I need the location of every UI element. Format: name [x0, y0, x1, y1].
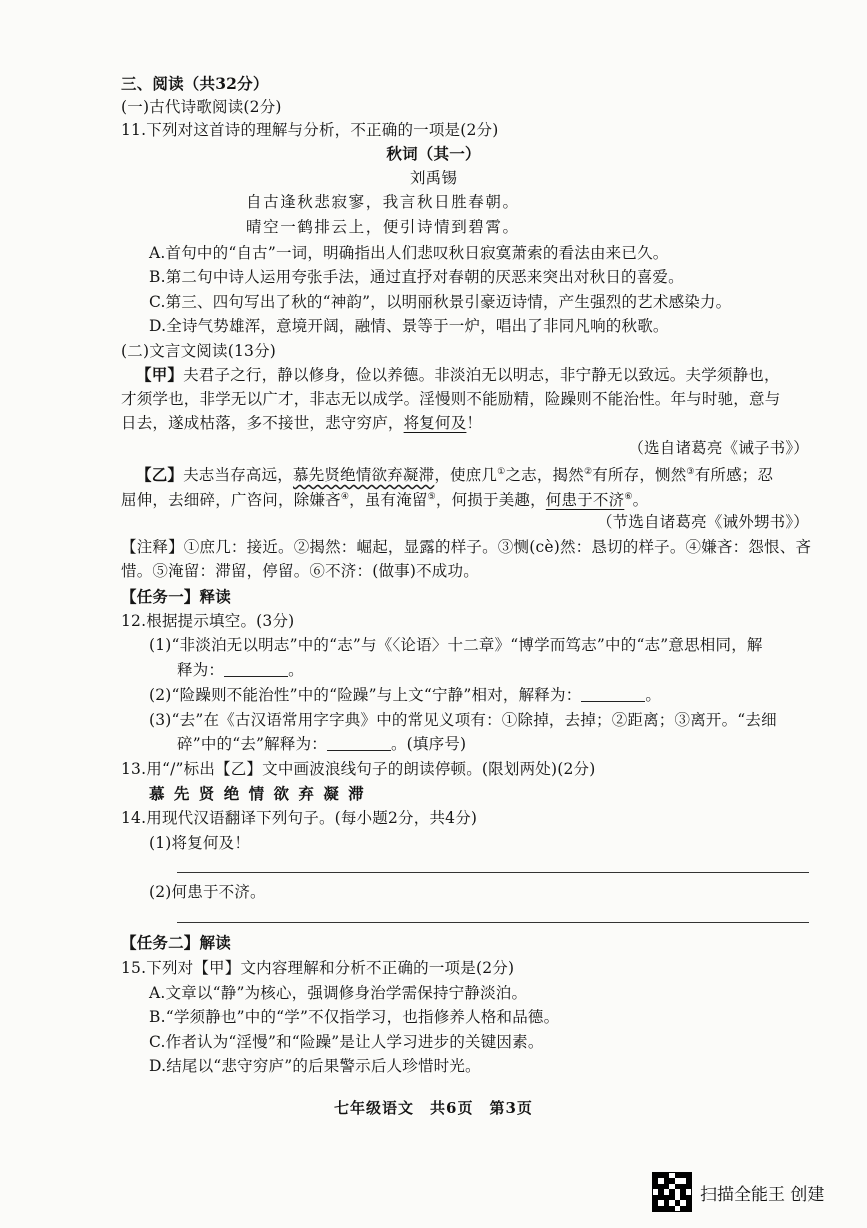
- note-ref-4: ④: [340, 492, 350, 502]
- poem-author: 刘禹锡: [409, 169, 458, 187]
- q12-2-prefix: (2)“险躁则不能治性”中的“险躁”与上文“宁静”相对，解释为：: [149, 686, 582, 704]
- yi-line-2: [121, 486, 648, 511]
- q12-1-answer-blank[interactable]: [224, 662, 288, 677]
- section-title: 三、阅读（共32分）: [121, 74, 269, 93]
- yi-text-2c: ，何损于美趣，: [435, 491, 546, 509]
- note-ref-1: ①: [497, 467, 506, 477]
- yi-text-2b: ，虽有淹留: [349, 491, 428, 509]
- q12-stem: 12.根据提示填空。(3分): [121, 612, 295, 630]
- q12-1-prefix: 释为：: [177, 661, 225, 679]
- q12-3-line-2: [177, 733, 466, 755]
- q11-option-a: A.首句中的“自古”一词，明确指出人们悲叹秋日寂寞萧索的看法由来已久。: [149, 244, 669, 262]
- jia-text-3: 日去，遂成枯落，多不接世，悲守穷庐，: [121, 414, 404, 432]
- q12-3-answer-blank[interactable]: [327, 736, 391, 751]
- yi-source: （节选自诸葛亮《诫外甥书》）: [596, 513, 809, 531]
- note-ref-5: ⑤: [427, 492, 436, 502]
- q12-2-answer-blank[interactable]: [581, 687, 645, 702]
- yi-line-1: [136, 461, 773, 486]
- yi-text-1c: 之志，揭然: [505, 466, 584, 484]
- task2-title: 【任务二】解读: [121, 933, 231, 952]
- q15-option-c: C.作者认为“淫慢”和“险躁”是让人学习进步的关键因素。: [149, 1033, 544, 1051]
- q14-stem: 14.用现代汉语翻译下列句子。(每小题2分，共4分): [121, 809, 478, 827]
- q15-option-d: D.结尾以“悲守穷庐”的后果警示后人珍惜时光。: [149, 1057, 481, 1075]
- poem-line-1: 自古逢秋悲寂寥，我言秋日胜春朝。: [246, 193, 520, 211]
- jia-line-3: [121, 412, 482, 434]
- jia-text-1: 夫君子之行，静以修身，俭以养德。非淡泊无以明志，非宁静无以致远。夫学须静也，: [183, 366, 780, 384]
- yi-tag: 【乙】: [136, 465, 184, 484]
- watermark-text: 扫描全能王 创建: [700, 1184, 825, 1205]
- yi-text-1b: ，使庶几: [434, 466, 498, 484]
- q12-2-line: [149, 684, 661, 706]
- q11-option-b: B.第二句中诗人运用夸张手法，通过直抒对春朝的厌恶来突出对秋日的喜爱。: [149, 268, 684, 286]
- q14-1: (1)将复何及！: [149, 834, 251, 852]
- q12-1-suffix: 。: [288, 661, 304, 679]
- yi-wavy-sentence: 慕先贤绝情欲弃凝滞: [293, 466, 435, 484]
- jia-source: （选自诸葛亮《诫子书》）: [628, 439, 809, 457]
- jia-underlined-sentence: 将复何及: [403, 414, 467, 432]
- poem-title: 秋词（其一）: [386, 144, 481, 163]
- q12-3-suffix: 。(填序号): [390, 735, 467, 753]
- task1-title: 【任务一】释读: [121, 587, 231, 606]
- yi-text-2a: 屈伸，去细碎，广咨问，除嫌吝: [121, 491, 341, 509]
- q13-stem: 13.用“/”标出【乙】文中画波浪线句子的朗读停顿。(限划两处)(2分): [121, 760, 596, 778]
- yi-text-1a: 夫志当存高远，: [183, 466, 294, 484]
- part2-title: (二)文言文阅读(13分): [121, 342, 277, 360]
- q14-2-answer-line[interactable]: [177, 922, 809, 923]
- q14-1-answer-line[interactable]: [177, 872, 809, 873]
- q15-stem: 15.下列对【甲】文内容理解和分析不正确的一项是(2分): [121, 959, 515, 977]
- jia-tag: 【甲】: [136, 365, 184, 384]
- q15-option-a: A.文章以“静”为核心，强调修身治学需保持宁静淡泊。: [149, 984, 528, 1002]
- q12-1-line-1: (1)“非淡泊无以明志”中的“志”与《〈论语〉十二章》“博学而笃志”中的“志”意思相同，解: [149, 636, 763, 654]
- qr-code-icon: [652, 1172, 692, 1212]
- q11-option-c: C.第三、四句写出了秋的“神韵”，以明丽秋景引豪迈诗情，产生强烈的艺术感染力。: [149, 293, 732, 311]
- page-footer: 七年级语文 共6页 第3页: [334, 1099, 533, 1117]
- yi-text-2d: 。: [632, 491, 649, 509]
- part1-title: (一)古代诗歌阅读(2分): [121, 98, 282, 116]
- q11-stem: 11.下列对这首诗的理解与分析，不正确的一项是(2分): [121, 121, 499, 139]
- q13-sentence: 慕 先 贤 绝 情 欲 弃 凝 滞: [149, 784, 366, 803]
- jia-line-1: [136, 364, 780, 386]
- notes-line-2: 惜。⑤淹留：滞留，停留。⑥不济：(做事)不成功。: [121, 562, 479, 580]
- q11-option-d: D.全诗气势雄浑，意境开阔，融情、景等于一炉，唱出了非同凡响的秋歌。: [149, 317, 669, 335]
- jia-line-2: 才须学也，非学无以广才，非志无以成学。淫慢则不能励精，险躁则不能治性。年与时驰，意与: [121, 390, 781, 408]
- yi-text-1e: 有所感；忍: [694, 466, 774, 484]
- note-ref-3: ③: [686, 467, 695, 477]
- notes-line-1: 【注释】①庶几：接近。②揭然：崛起，显露的样子。③恻(cè)然：恳切的样子。④嫌吝：怨恨、吝: [121, 538, 812, 556]
- q15-option-b: B.“学须静也”中的“学”不仅指学习，也指修养人格和品德。: [149, 1008, 560, 1026]
- yi-text-1d: 有所存，恻然: [592, 466, 687, 484]
- q12-3-prefix: 碎”中的“去”解释为：: [177, 735, 327, 753]
- q12-1-line-2: [177, 659, 304, 681]
- q12-2-suffix: 。: [645, 686, 662, 704]
- q14-2: (2)何患于不济。: [149, 883, 266, 901]
- scanner-watermark: [652, 1172, 824, 1212]
- yi-underlined-sentence: 何患于不济: [545, 491, 625, 509]
- note-ref-6: ⑥: [624, 492, 633, 502]
- note-ref-2: ②: [583, 467, 593, 477]
- q12-3-line-1: (3)“去”在《古汉语常用字字典》中的常见义项有：①除掉，去掉；②距离；③离开。“去细: [149, 711, 777, 729]
- poem-line-2: 晴空一鹤排云上，便引诗情到碧霄。: [246, 218, 520, 236]
- jia-text-3-end: ！: [466, 414, 483, 432]
